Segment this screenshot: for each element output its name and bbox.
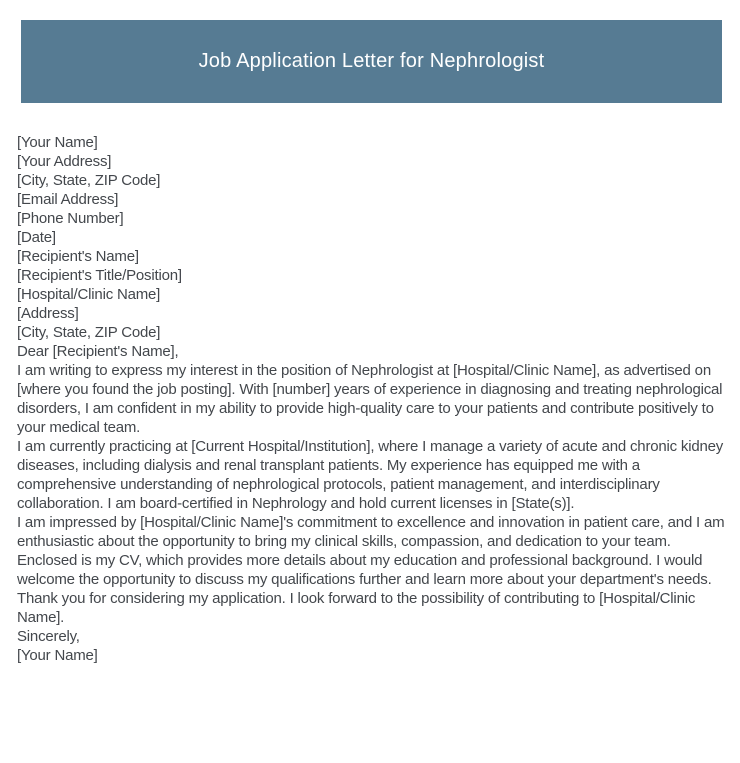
paragraph-enclosed-cv: Enclosed is my CV, which provides more details about my education and professional background. I would welcome the opportunity to discuss my qualifications further and learn more about your department's needs. (17, 552, 712, 588)
recipient-title-line: [Recipient's Title/Position] (17, 267, 182, 284)
letter-body (17, 133, 725, 665)
sender-address-line: [Your Address] (17, 153, 112, 170)
closing-line: Sincerely, (17, 628, 80, 645)
recipient-address-line: [Address] (17, 305, 79, 322)
signature-line: [Your Name] (17, 647, 98, 664)
sender-name-line: [Your Name] (17, 134, 98, 151)
paragraph-thank-you: Thank you for considering my application. I look forward to the possibility of contributing to [Hospital/Clinic Name]. (17, 590, 696, 626)
recipient-name-line: [Recipient's Name] (17, 248, 139, 265)
sender-phone-line: [Phone Number] (17, 210, 124, 227)
paragraph-impressed: I am impressed by [Hospital/Clinic Name]'s commitment to excellence and innovation in patient care, and I am enthusiastic about the opportunity to bring my clinical skills, compassion, and dedication to your team. (17, 514, 725, 550)
recipient-hospital-line: [Hospital/Clinic Name] (17, 286, 161, 303)
salutation-line: Dear [Recipient's Name], (17, 343, 179, 360)
paragraph-current-practice: I am currently practicing at [Current Hospital/Institution], where I manage a variety of acute and chronic kidney diseases, including dialysis and renal transplant patients. My experience has equipped me with a comprehensive understanding of nephrological protocols, patient management, and interdisciplinary collaboration. I am board-certified in Nephrology and hold current licenses in [State(s)]. (17, 438, 724, 512)
date-line: [Date] (17, 229, 56, 246)
recipient-city-state-zip-line: [City, State, ZIP Code] (17, 324, 161, 341)
sender-city-state-zip-line: [City, State, ZIP Code] (17, 172, 161, 189)
title-banner (21, 20, 722, 103)
page-title: Job Application Letter for Nephrologist (198, 50, 545, 72)
paragraph-introduction: I am writing to express my interest in the position of Nephrologist at [Hospital/Clinic Name], as advertised on [where you found the job posting]. With [number] years of experience in diagnosing and treating nephrological disorders, I am confident in my ability to provide high-quality care to your patients and contribute positively to your medical team. (17, 362, 723, 436)
document-page (0, 20, 740, 763)
sender-email-line: [Email Address] (17, 191, 119, 208)
